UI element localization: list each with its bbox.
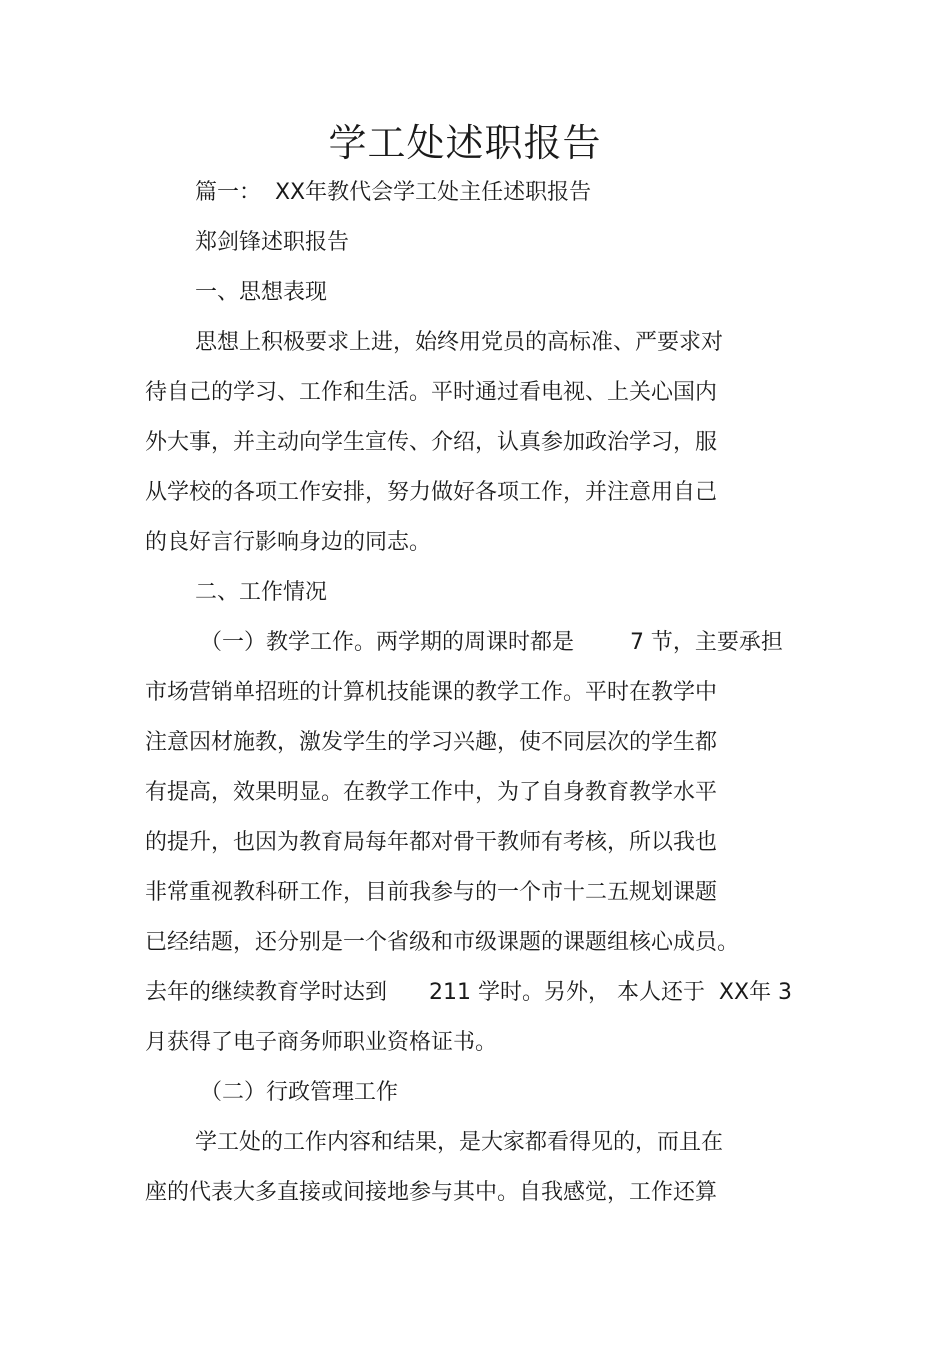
subsection-heading: （二）行政管理工作 (200, 1080, 399, 1105)
paragraph-line: 座的代表大多直接或间接地参与其中。自我感觉，工作还算 (145, 1180, 718, 1205)
paragraph-line: 去年的继续教育学时达到 211 学时。另外， 本人还于 XX年 3 (145, 980, 793, 1005)
report-subtitle: 郑剑锋述职报告 (195, 230, 350, 255)
chapter-heading: 篇一： XX年教代会学工处主任述职报告 (195, 180, 592, 205)
paragraph-line: 待自己的学习、工作和生活。平时通过看电视、上关心国内 (145, 380, 718, 405)
paragraph-line: 注意因材施教，激发学生的学习兴趣，使不同层次的学生都 (145, 730, 718, 755)
paragraph-line: 的提升，也因为教育局每年都对骨干教师有考核，所以我也 (145, 830, 718, 855)
section-heading-2: 二、工作情况 (195, 580, 328, 605)
paragraph-line: 有提高，效果明显。在教学工作中，为了自身教育教学水平 (145, 780, 718, 805)
paragraph-line: 外大事，并主动向学生宣传、介绍，认真参加政治学习，服 (145, 430, 718, 455)
paragraph-line: 从学校的各项工作安排，努力做好各项工作，并注意用自己 (145, 480, 718, 505)
paragraph-line: 已经结题，还分别是一个省级和市级课题的课题组核心成员。 (145, 930, 740, 955)
paragraph-line: 非常重视教科研工作，目前我参与的一个市十二五规划课题 (145, 880, 718, 905)
section-heading-1: 一、思想表现 (195, 280, 328, 305)
document-title: 学工处述职报告 (328, 121, 602, 165)
paragraph-line: 思想上积极要求上进，始终用党员的高标准、严要求对 (195, 330, 724, 355)
paragraph-line: 市场营销单招班的计算机技能课的教学工作。平时在教学中 (145, 680, 718, 705)
paragraph-line: 学工处的工作内容和结果，是大家都看得见的，而且在 (195, 1130, 724, 1155)
paragraph-line: 月获得了电子商务师职业资格证书。 (145, 1030, 498, 1055)
paragraph-line: 的良好言行影响身边的同志。 (145, 530, 432, 555)
paragraph-line: （一）教学工作。两学期的周课时都是 7 节，主要承担 (200, 630, 783, 655)
